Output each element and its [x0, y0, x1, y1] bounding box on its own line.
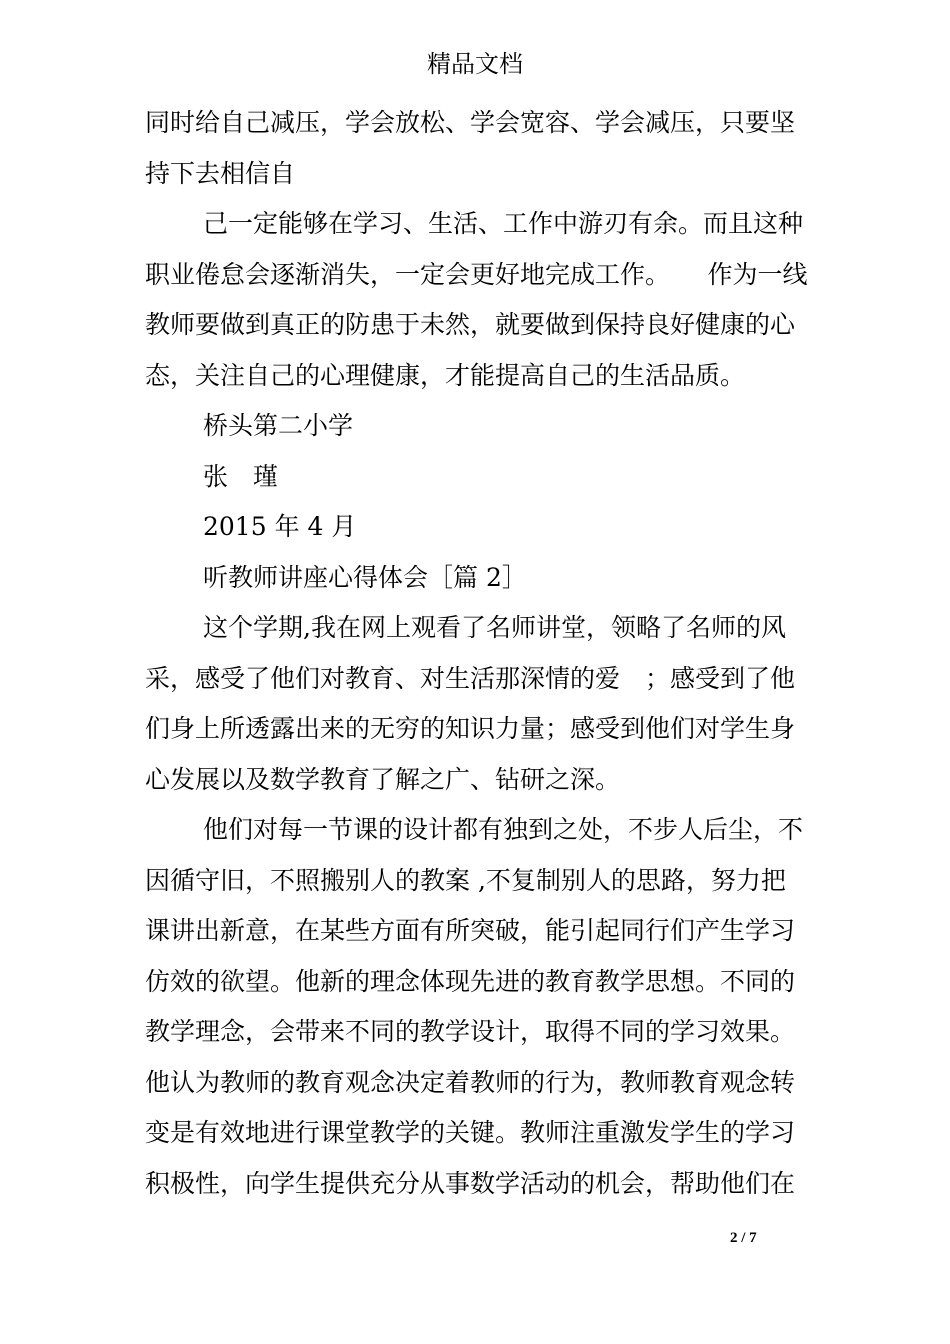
text-line-22: 积极性，向学生提供充分从事数学活动的机会，帮助他们在 — [145, 1168, 796, 1198]
document-header — [0, 44, 950, 84]
text-line-4: 职业倦怠会逐渐消失，一定会更好地完成工作。 作为一线 — [145, 259, 808, 289]
text-line-16: 因循守旧，不照搬别人的教案 ,不复制别人的思路，努力把 — [145, 865, 786, 895]
text-line-1: 同时给自己减压，学会放松、学会宽容、学会减压，只要坚 — [145, 108, 796, 137]
text-line-12: 采，感受了他们对教育、对生活那深情的爱 ；感受到了他 — [145, 663, 796, 693]
document-body — [145, 98, 817, 1209]
page-number: 2 / 7 — [730, 1230, 757, 1246]
header-title: 精品文档 — [427, 50, 523, 78]
author-name: 张 瑾 — [203, 461, 279, 491]
text-line-2: 持下去相信自 — [145, 158, 296, 188]
text-line-5: 教师要做到真正的防患于未然，就要做到保持良好健康的心 — [145, 310, 796, 339]
page-footer — [730, 1230, 757, 1247]
text-line-14: 心发展以及数学教育了解之广、钻研之深。 — [145, 764, 621, 794]
date-line: 2015 年 4 月 — [203, 512, 357, 541]
school-name: 桥头第二小学 — [203, 411, 354, 440]
text-line-21: 变是有效地进行课堂教学的关键。教师注重激发学生的学习 — [145, 1118, 796, 1147]
text-line-13: 们身上所透露出来的无穷的知识力量；感受到他们对学生身 — [145, 714, 796, 743]
section-heading: 听教师讲座心得体会［篇 2］ — [203, 562, 527, 592]
text-line-6: 态，关注自己的心理健康，才能提高自己的生活品质。 — [145, 360, 746, 390]
text-line-20: 他认为教师的教育观念决定着教师的行为，教师教育观念转 — [145, 1067, 796, 1097]
text-line-3: 己一定能够在学习、生活、工作中游刃有余。而且这种 — [203, 209, 804, 238]
text-line-11: 这个学期,我在网上观看了名师讲堂，领略了名师的风 — [203, 613, 786, 642]
text-line-19: 教学理念，会带来不同的教学设计，取得不同的学习效果。 — [145, 1017, 796, 1046]
text-line-17: 课讲出新意，在某些方面有所突破，能引起同行们产生学习 — [145, 916, 796, 945]
text-line-18: 仿效的欲望。他新的理念体现先进的教育教学思想。不同的 — [145, 966, 796, 996]
text-line-15: 他们对每一节课的设计都有独到之处，不步人后尘，不 — [203, 815, 804, 844]
